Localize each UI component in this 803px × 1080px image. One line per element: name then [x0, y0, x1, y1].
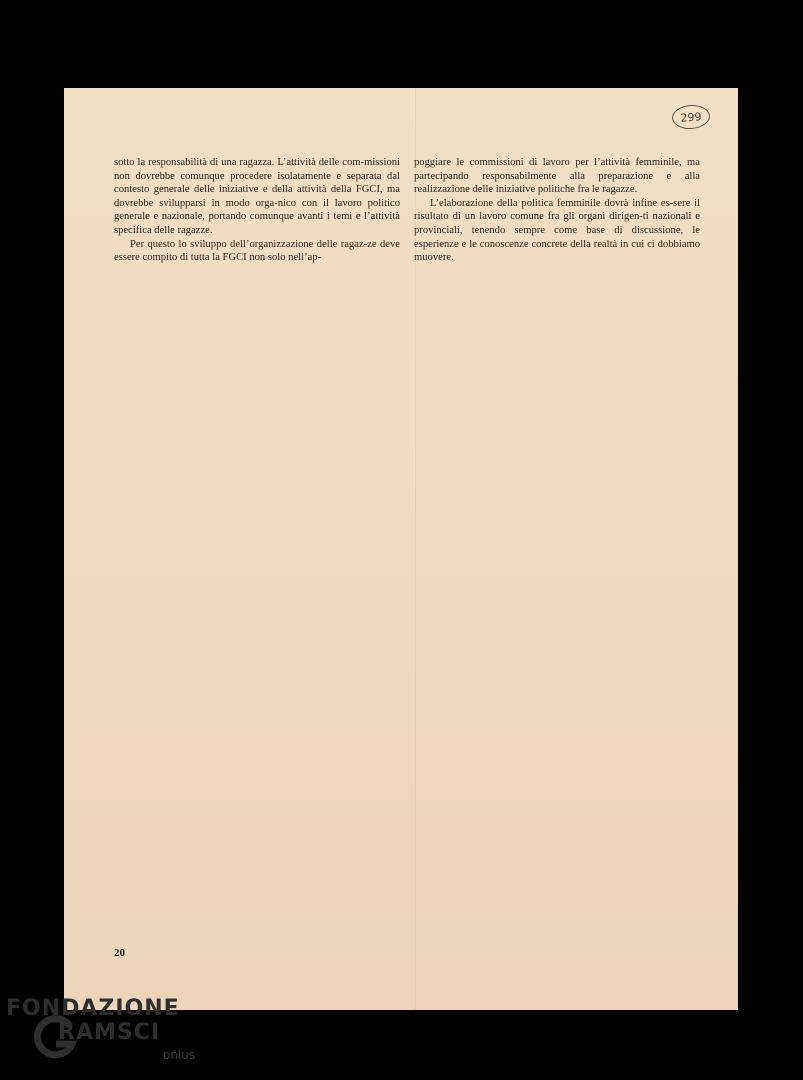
- document-page: [64, 88, 738, 1010]
- logo-onlus: onlus: [163, 1048, 196, 1062]
- fondazione-gramsci-logo: [0, 990, 210, 1080]
- left-paragraph-1: sotto la responsabilità di una ragazza. L’attività delle com-missioni non dovrebbe comunque procedere isolatamente e separata dal contesto generale delle iniziative e della attività della FGCI, ma dovrebbe svilupparsi in modo orga-nico con il lavoro politico generale e nazionale, portando comunque avanti i temi e l’attività specifica delle ragazze.: [114, 157, 400, 236]
- left-column: [114, 156, 400, 265]
- left-paragraph-2: Per questo lo sviluppo dell’organizzazione delle ragaz-ze deve essere compito di tutta la FGCI non solo nell’ap-: [114, 238, 400, 264]
- page-number: 20: [114, 947, 125, 959]
- logo-line-2: RAMSCI: [58, 1020, 161, 1045]
- logo-line-1: FONDAZIONE: [6, 996, 180, 1021]
- right-paragraph-1: poggiare le commissioni di lavoro per l’attività femminile, ma partecipando responsabilmente alla preparazione e alla realizzazione delle iniziative politiche fra le ragazze.: [414, 157, 700, 196]
- archive-stamp: 299: [671, 104, 711, 131]
- right-column: [414, 156, 700, 265]
- right-paragraph-2: L’elaborazione della politica femminile dovrà infine es-sere il risultato di un lavoro comune fra gli organi dirigen-ti nazionali e provinciali, tenendo sempre come base di discussione, le esperienze e le conoscenze concrete della realtà in cui ci dobbiamo muovere.: [414, 197, 700, 264]
